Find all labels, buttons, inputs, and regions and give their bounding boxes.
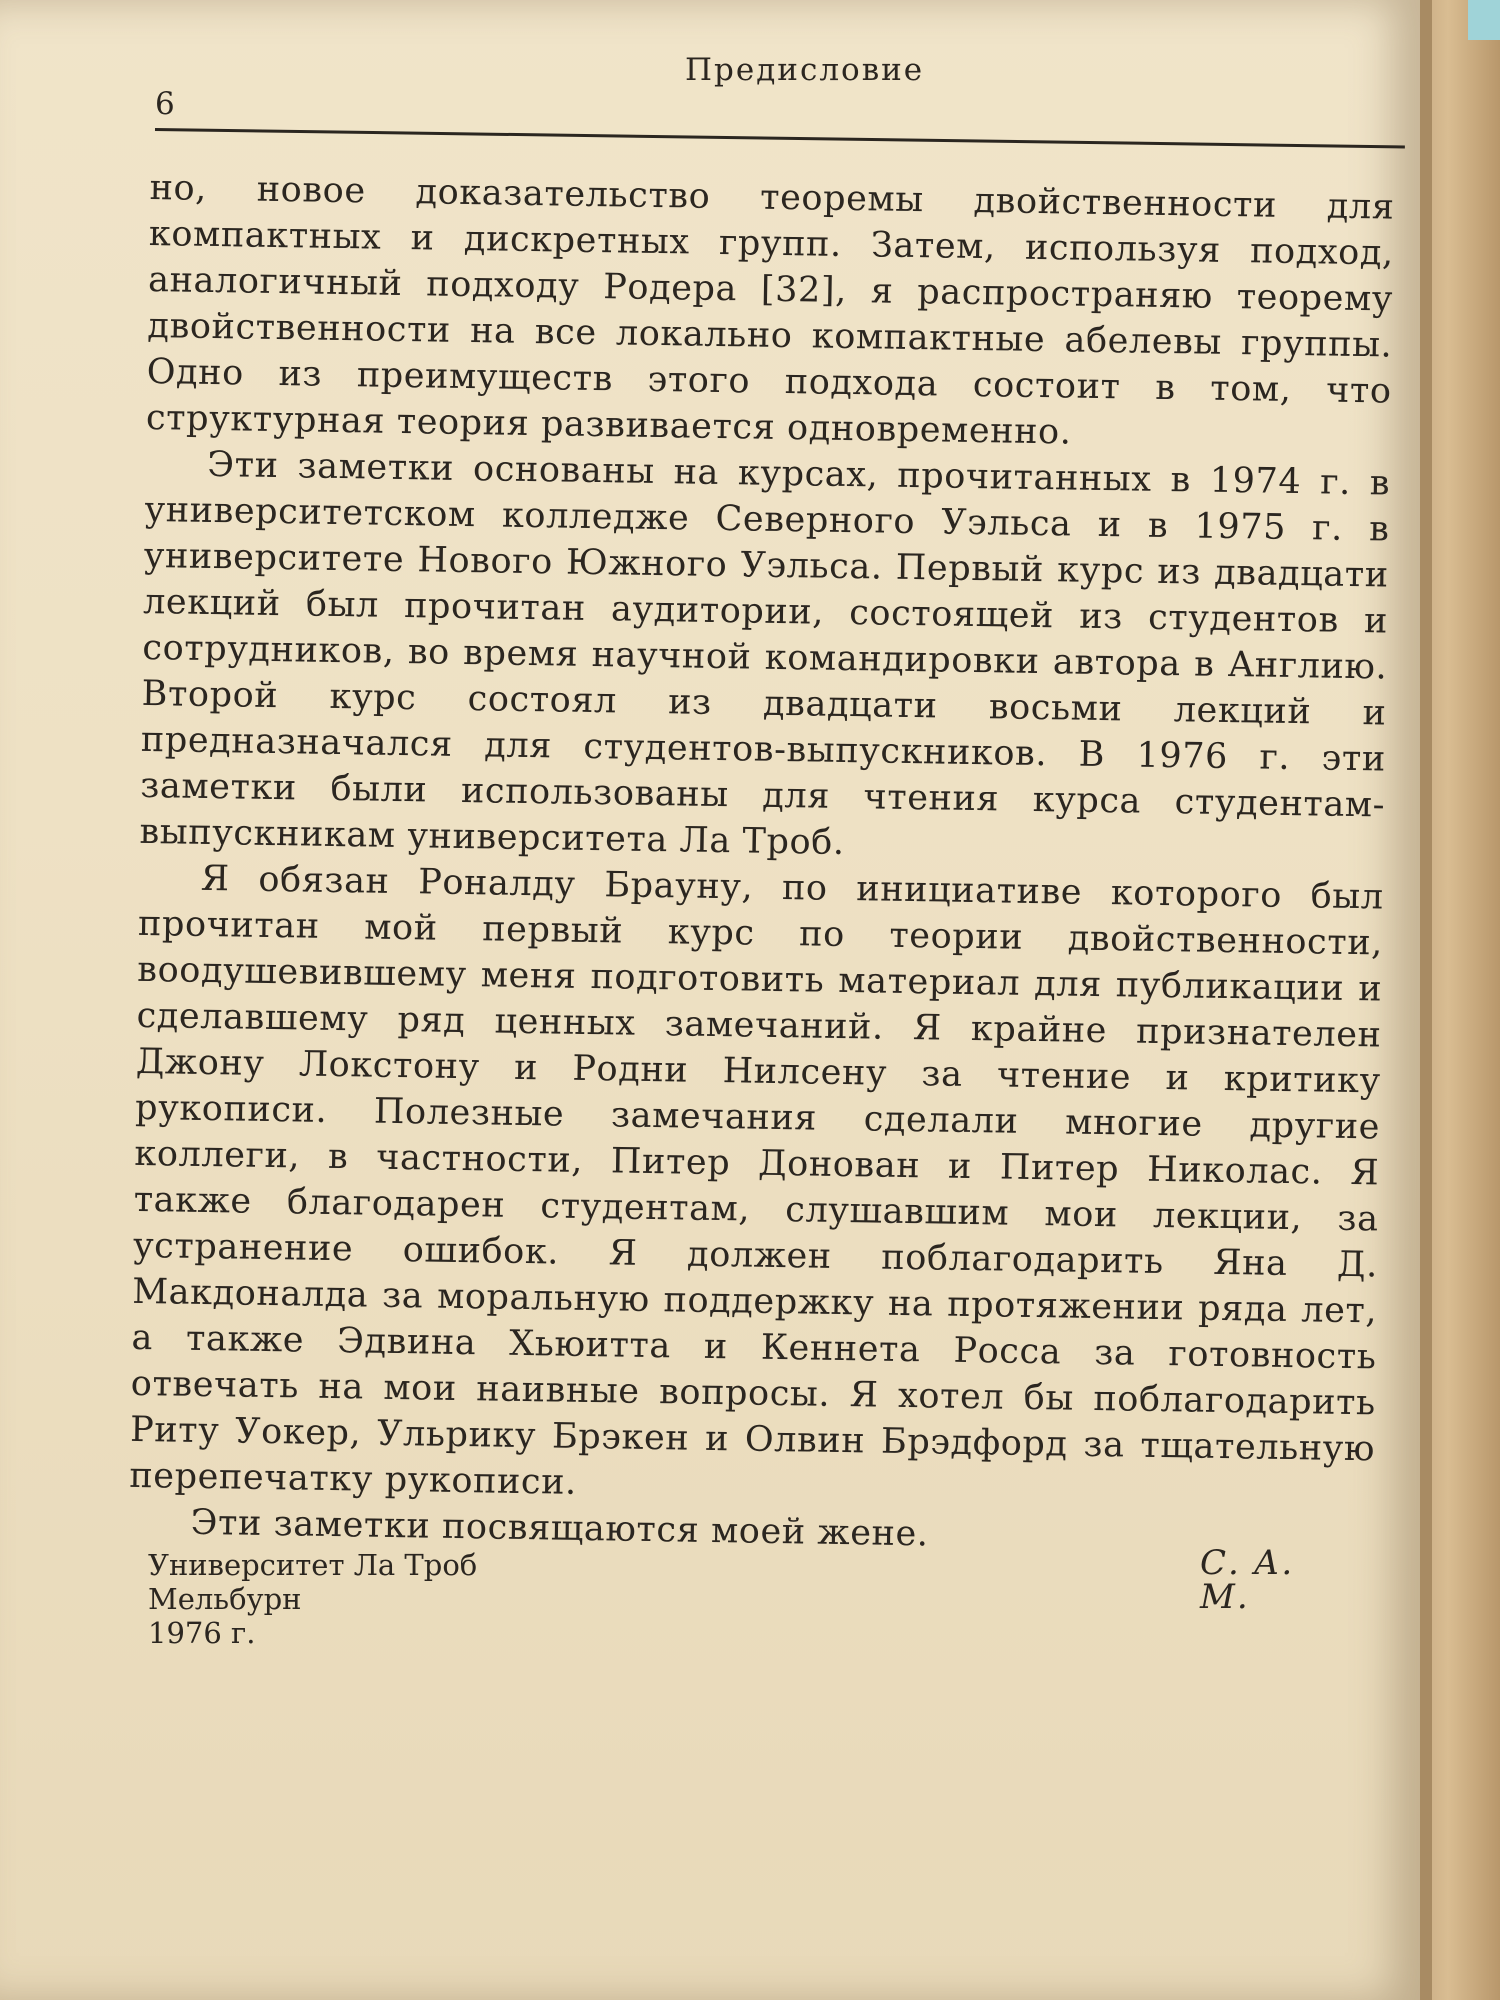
book-gutter [1420, 0, 1432, 2000]
affiliation: Университет Ла Троб Мельбурн 1976 г. [148, 1548, 478, 1650]
paragraph-dedication: Эти заметки посвящаются моей жене. [190, 1502, 929, 1555]
running-head: Предисловие [685, 52, 925, 88]
author-initials: С. А. М. [1200, 1543, 1295, 1617]
signature-block [148, 1543, 1348, 1668]
desk-background [1420, 0, 1500, 2000]
paragraph-3: Я обязан Роналду Брауну, по инициативе которого был прочитан мой первый курс по теории двойственности, воодушевившему меня подготовить материал для публикации и сделавшему ряд ценных замечаний. Я крайне признателен Джону Локстону и Родни Нилсену за чтение и критику рукописи. Полезные замечания сделали многие другие коллеги, в частности, Питер Донован и Питер Николас. Я также благодарен студентам, слушавшим мои лекции, за устранение ошибок. Я должен поблагодарить Яна Д. Макдоналда за моральную поддержку на протяжении ряда лет, а также Эдвина Хьюитта и Кеннета Росса за готовность отвечать на мои наивные вопросы. Я хотел бы поблагодарить Риту Уокер, Ульрику Брэкен и Олвин Брэдфорд за тщательную перепечатку рукописи. [129, 858, 1384, 1503]
page-number: 6 [155, 86, 176, 122]
preface-body [128, 165, 1395, 1564]
paragraph-1: но, новое доказательство теоремы двойственности для компактных и дискретных групп. Затем, используя подход, аналогичный подходу Родера [32], я распространяю теорему двойственности на все локально компактные абелевы группы. Одно из преимуществ этого подхода состоит в том, что структурная теория развивается одновременно. [145, 167, 1395, 453]
page-header [155, 52, 1405, 132]
header-rule [155, 128, 1405, 148]
paragraph-2: Эти заметки основаны на курсах, прочитанных в 1974 г. в университетском колледже Северного Уэльса и в 1975 г. в университете Нового Южного Уэльса. Первый курс из двадцати лекций был прочитан аудитории, состоящей из студентов и сотрудников, во время научной командировки автора в Англию. Второй курс состоял из двадцати восьми лекций и предназначался для студентов-выпускников. В 1976 г. эти заметки были использованы для чтения курса студентам-выпускникам университета Ла Троб. [139, 444, 1391, 863]
